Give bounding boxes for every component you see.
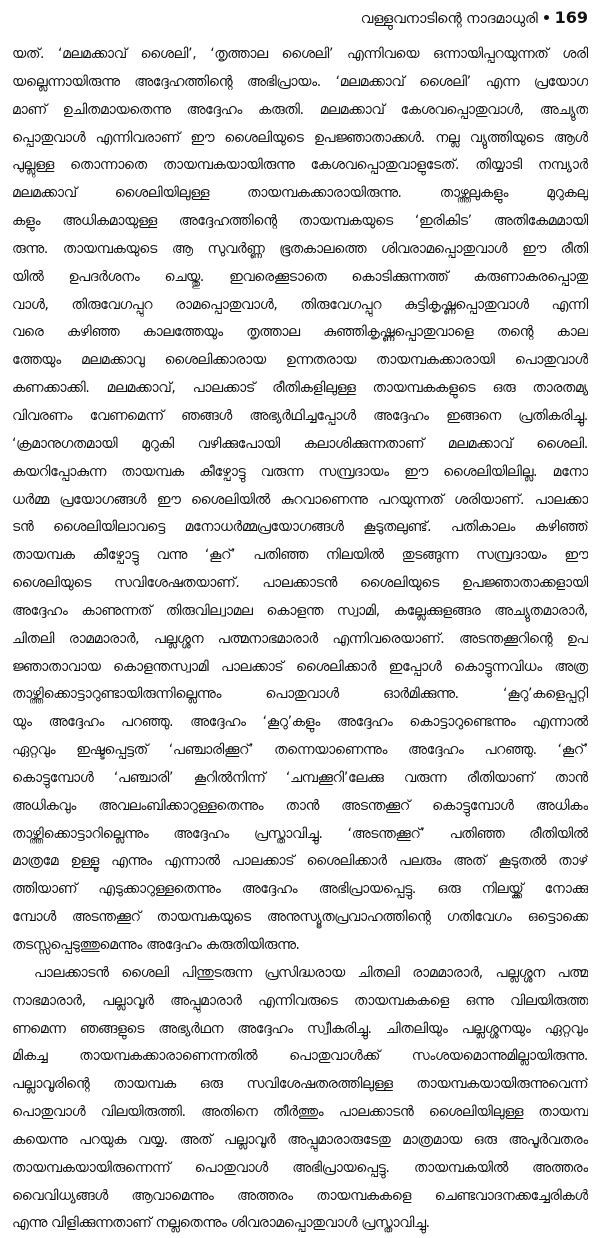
text-line: പ്പൊതുവാൾ എന്നിവരാണ് ഈ ശൈലിയുടെ ഉപജ്ഞാതാക്കൾ. നല്ല വ്യുത്തിയുടെ ആൾ [12, 129, 588, 146]
text-line: കൊട്ടുമ്പോൾ ‘പഞ്ചാരി’ കൂറിൽനിന്ന് ‘ചമ്പക്കൂറി’ലേക്കു വരുന്ന രീതിയാണ് താൻ [12, 769, 588, 786]
text-line: പുല്ലുള്ള തൊന്നാതെ തായമ്പകയായിരുന്നു കേശവപ്പൊതുവാളുടേത്. തിയ്യാടി നമ്പ്യാർ [12, 157, 588, 174]
text-line: എന്നു വിളിക്കുന്നതാണ് നല്ലതെന്നും ശിവരാമപ്പൊതുവാൾ പ്രസ്താവിച്ചു. [12, 1215, 430, 1232]
text-line: യിൽ ഉപദർശനം ചെയ്തു. ഇവരെക്കൂടാതെ കൊടിക്കുന്നത്ത് കരുണാകരപ്പൊതു [12, 268, 588, 285]
text-line: യത്. ‘മലമക്കാവ് ശൈലി’, ‘തൃത്താല ശൈലി’ എന്നിവയെ ഒന്നായിപ്പറയുന്നത് ശരി [12, 46, 588, 62]
text-line: രുന്നു. തായമ്പകയുടെ ആ സുവർണ്ണ ഭൂതകാലത്തെ ശിവരാമപ്പൊതുവാൾ ഈ രീതി [12, 240, 588, 257]
text-line: ധർമ്മ പ്രയോഗങ്ങൾ ഈ ശൈലിയിൽ കുറവാണെന്നു പറയുന്നത് ശരിയാണ്. പാലക്കാ [12, 491, 588, 508]
text-line: അധികവും അവലംബിക്കാറുള്ളതെന്നും താൻ അടന്തക്കൂറ് കൊട്ടുമ്പോൾ അധികം [12, 797, 588, 814]
text-line: യും അദ്ദേഹം പറഞ്ഞു. അദ്ദേഹം ‘കൂറു’കളും അദ്ദേഹം കൊട്ടാറുണ്ടെന്നും എന്നാൽ [12, 714, 588, 731]
running-header-title: വള്ളുവനാടിന്റെ നാദമാധുരി [360, 11, 538, 27]
text-line: ജ്ഞാതാവായ കൊളന്തസ്വാമി പാലക്കാട് ശൈലിക്കാർ ഇപ്പോൾ കൊട്ടുന്നവിധം അത്ര [12, 658, 588, 675]
text-line: കയെന്നു പറയുക വയ്യ. അത് പല്ലാവൂർ അപ്പുമാരാരുടേതു മാത്രമായ ഒരു അപൂർവതരം [12, 1131, 588, 1148]
text-line: ത്തിയാണ് എടുക്കാറുള്ളതെന്നും അദ്ദേഹം അഭിപ്രായപ്പെട്ടു. ഒരു നിലയ്ക്ക് നോക്കു [12, 881, 588, 898]
bullet-separator-icon [544, 15, 549, 20]
text-line: മികച്ച തായമ്പകക്കാരാണെന്നതിൽ പൊതുവാൾക്ക് സംശയമൊന്നുമില്ലായിരുന്നു. [12, 1048, 588, 1065]
text-line: ‘ക്രമാനുഗതമായി മുറുകി വഴിക്കുപോയി കലാശിക്കുന്നതാണ് മലമക്കാവ് ശൈലി. [12, 435, 588, 452]
text-line: പൊതുവാൾ വിലയിരുത്തി. അതിനെ തീർത്തും പാലക്കാടൻ ശൈലിയിലുള്ള തായമ്പ [12, 1104, 588, 1121]
text-line: കയറിപ്പോകുന്ന തായമ്പക കീഴ്പോട്ടു വരുന്ന സമ്പ്രദായം ഈ ശൈലിയിലില്ല. മനോ [12, 463, 588, 480]
text-line: വൈവിധ്യങ്ങൾ ആവാമെന്നും അത്തരം തായമ്പകകളെ ചെണ്ടവാദനക്കച്ചേരികൾ [12, 1187, 588, 1204]
text-line: താഴ്ത്തിക്കൊട്ടാറുണ്ടായിരുന്നില്ലെന്നും പൊതുവാൾ ഓർമിക്കുന്നു. ‘കൂറു’കളെപ്പറ്റി [12, 686, 588, 703]
text-line: പല്ലാവൂരിന്റെ തായമ്പക ഒരു സവിശേഷതരത്തിലുള്ള തായമ്പകയായിരുന്നുവെന്ന് [12, 1076, 588, 1093]
text-line: ഏറ്റവും ഇഷ്ടപ്പെട്ടത് ‘പഞ്ചാരിക്കൂറ്’ തന്നെയാണെന്നും അദ്ദേഹം പറഞ്ഞു. ‘കൂറ്’ [12, 742, 588, 759]
text-line: യല്ലെന്നായിരുന്നു അദ്ദേഹത്തിന്റെ അഭിപ്രായം. ‘മലമക്കാവ് ശൈലി’ എന്ന പ്രയോഗ [12, 73, 588, 90]
text-line: വാൾ, തിരുവേഗപ്പുറ രാമപ്പൊതുവാൾ, തിരുവേഗപ്പുറ കുട്ടികൃഷ്ണപ്പൊതുവാൾ എന്നി [12, 296, 588, 313]
text-line: ത്തേയും മലമക്കാവു ശൈലിക്കാരായ ഉന്നതരായ തായമ്പകക്കാരായി പൊതുവാൾ [12, 352, 588, 369]
text-line: ചിതലി രാമമാരാർ, പല്ലശ്ശന പത്മനാഭമാരാർ എന്നിവരെയാണ്. അടന്തക്കൂറിന്റെ ഉപ [12, 630, 588, 647]
text-line: മ്പോൾ അടന്തക്കൂറ് തായമ്പകയുടെ അനുസ്യൂതപ്രവാഹത്തിന്റെ ഗതിവേഗം ഒട്ടൊക്കെ [12, 909, 588, 926]
running-header [361, 8, 588, 27]
text-line: മാത്രമേ ഉള്ളൂ എന്നും എന്നാൽ പാലക്കാട് ശൈലിക്കാർ പലരും അത് കൂടുതൽ താഴ് [12, 853, 588, 870]
text-line: തായമ്പകയായിരുന്നെന്ന് പൊതുവാൾ അഭിപ്രായപ്പെട്ടു. തായമ്പകയിൽ അത്തരം [12, 1159, 588, 1176]
text-line: തായമ്പക കീഴ്പോട്ടു വന്നു ‘കൂറ്’ പതിഞ്ഞ നിലയിൽ തുടങ്ങുന്ന സമ്പ്രദായം ഈ [12, 547, 588, 564]
text-line: ശൈലിയുടെ സവിശേഷതയാണ്. പാലക്കാടൻ ശൈലിയുടെ ഉപജ്ഞാതാക്കളായി [12, 575, 588, 592]
text-line: താഴ്ത്തിക്കൊട്ടാറില്ലെന്നും അദ്ദേഹം പ്രസ്താവിച്ചു. ‘അടന്തക്കൂറ്’ പതിഞ്ഞ രീതിയിൽ [12, 825, 588, 842]
text-line: ണമെന്ന ഞങ്ങളുടെ അഭ്യർഥന അദ്ദേഹം സ്വീകരിച്ചു. ചിതലിയും പല്ലശ്ശനയും ഏറ്റവും [12, 1020, 588, 1037]
text-line: തടസ്സപ്പെടുത്തുമെന്നും അദ്ദേഹം കരുതിയിരുന്നു. [12, 937, 300, 953]
text-line: കണക്കാക്കി. മലമക്കാവ്, പാലക്കാട് രീതികളിലുള്ള തായമ്പകകളുടെ ഒരു താരതമ്യ [12, 380, 588, 397]
text-line: കളും അധികമായുള്ള അദ്ദേഹത്തിന്റെ തായമ്പകയുടെ ‘ഇരികിട’ അതികേമമായി [12, 213, 588, 230]
text-line: മാണ് ഉചിതമായതെന്നു അദ്ദേഹം കരുതി. മലമക്കാവ് കേശവപ്പൊതുവാൾ, അച്യുത [12, 101, 588, 118]
text-line: നാഭമാരാർ, പല്ലാവൂർ അപ്പുമാരാർ എന്നിവരുടെ തായമ്പകകളെ ഒന്നു വിലയിരുത്ത [12, 992, 588, 1009]
page-number: 169 [554, 8, 588, 27]
text-line: ടൻ ശൈലിയിലാവട്ടെ മനോധർമ്മപ്രയോഗങ്ങൾ കൂടുതലുണ്ട്. പതികാലം കഴിഞ്ഞ് [12, 519, 588, 536]
text-line: വിവരണം വേണമെന്ന് ഞങ്ങൾ അഭ്യർഥിച്ചപ്പോൾ അദ്ദേഹം ഇങ്ങനെ പ്രതികരിച്ചു. [12, 407, 588, 424]
text-line: പാലക്കാടൻ ശൈലി പിന്തുടരുന്ന പ്രസിദ്ധരായ ചിതലി രാമമാരാർ, പല്ലശ്ശന പത്മ [34, 964, 588, 981]
text-line: അദ്ദേഹം കാണുന്നത് തിരുവില്വാമല കൊളന്ത സ്വാമി, കല്ലേക്കുളങ്ങര അച്യുതമാരാർ, [12, 602, 588, 619]
text-line: വരെ കഴിഞ്ഞ കാലത്തേയും തൃത്താല കുഞ്ഞികൃഷ്ണപ്പൊതുവാളെ തന്റെ കാല [12, 324, 588, 341]
text-line: മലമക്കാവ് ശൈലിയിലുള്ള തായമ്പകക്കാരായിരുന്നു. താഴ്ത്തലുകളും മുറുകലു [12, 185, 588, 202]
body-text [12, 41, 588, 1238]
